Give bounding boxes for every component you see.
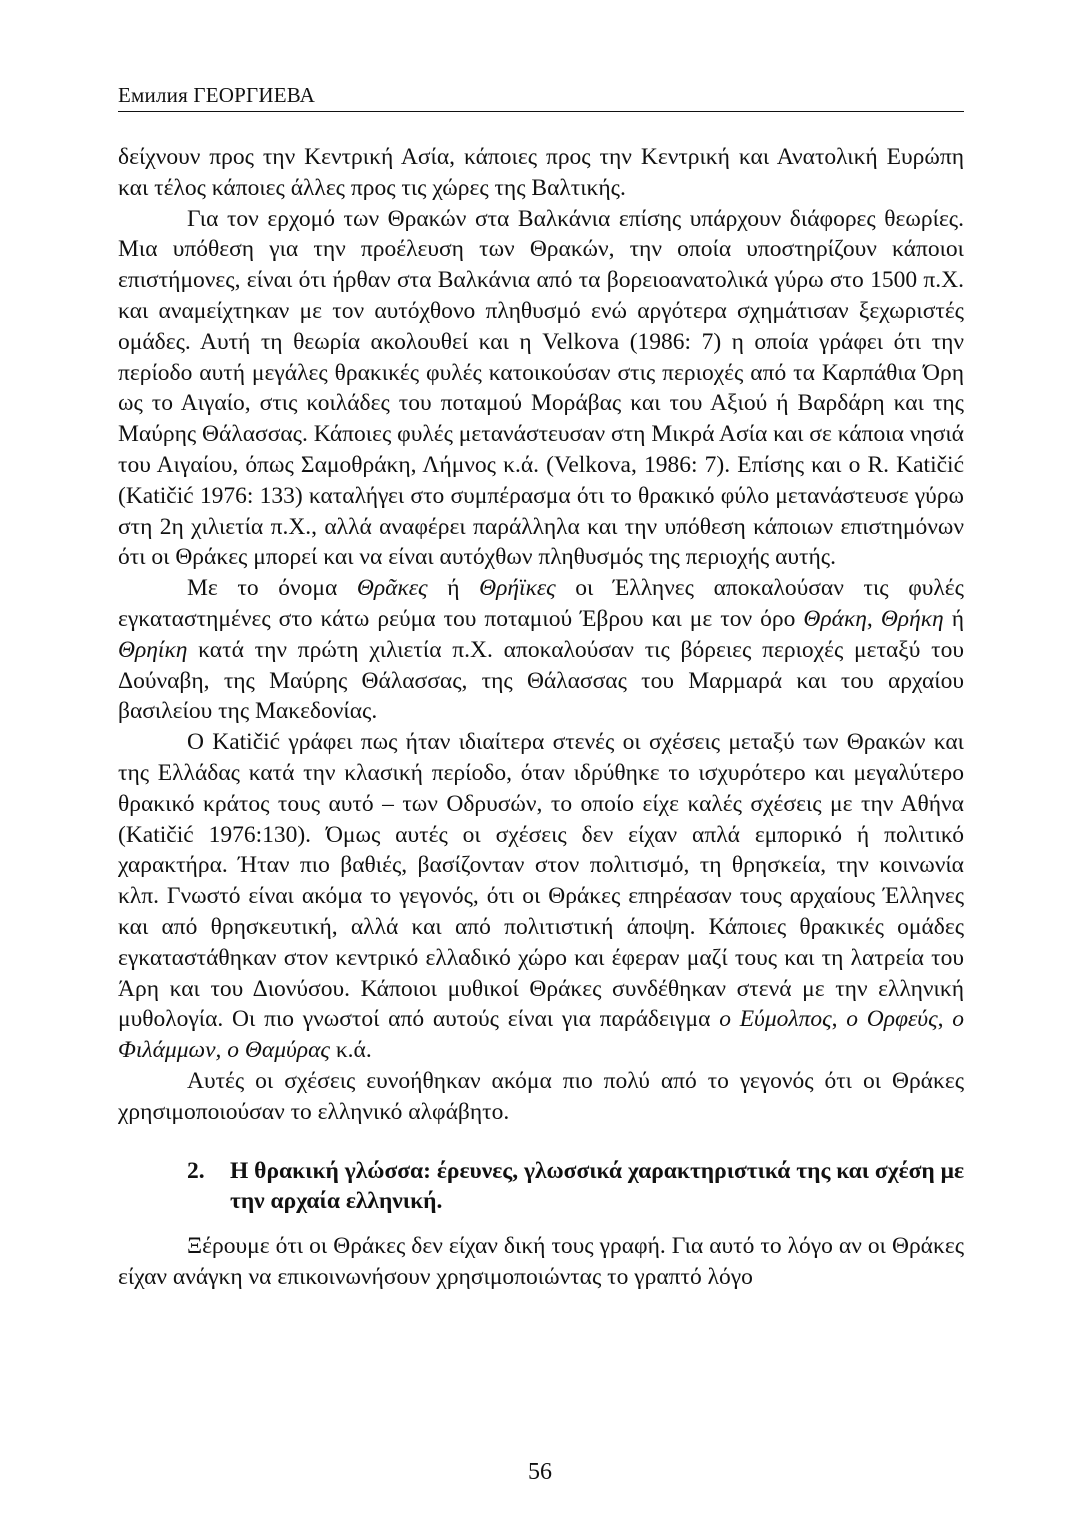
text-run: ή — [943, 605, 964, 632]
text-run: Ο Katičić γράφει πως ήταν ιδιαίτερα στενές οι σχέσεις μεταξύ των Θρακών και της Ελλάδας κατά την κλασική περίοδο, όταν ιδρύθηκε το ισχυρότερο και μεγαλύτερο θρακικό κράτος τους αυτό – των Οδρυσών, το οποίο είχε καλές σχέσεις με την Αθήνα (Katičić 1976:130). Όμως αυτές οι σχέσεις δεν είχαν απλά εμπορικό ή πολιτικό χαρακτήρα. Ήταν πιο βαθιές, βασίζονταν στον πολιτισμό, τη θρησκεία, την κοινωνία κλπ. Γνωστό είναι ακόμα το γεγονός, ότι οι Θράκες επηρέασαν τους αρχαίους Έλληνες και από θρησκευτική, αλλά και από πολιτιστική άποψη. Κάποιες θρακικές ομάδες εγκαταστάθηκαν στον κεντρικό ελλαδικό χώρο και έφεραν μαζί τους και τη λατρεία του Άρη και του Διονύσου. Κάποιοι μυθικοί Θράκες συνδέθηκαν στενά με την ελληνική μυθολογία. Οι πιο γνωστοί από αυτούς είναι για παράδειγμα — [118, 729, 964, 1033]
italic-term: Θρήϊκες — [479, 575, 556, 602]
text-run: κ.ά. — [329, 1037, 372, 1064]
text-run: Με το όνομα — [187, 575, 357, 602]
paragraph-4 — [118, 727, 964, 1066]
section-number: 2. — [187, 1157, 205, 1184]
italic-term: Θράκη — [803, 605, 867, 632]
running-head: Емилия ГЕОРГИЕВА — [118, 82, 964, 112]
italic-term: Θρηίκη — [118, 636, 188, 663]
text-run: , — [831, 1006, 847, 1033]
text-run: κατά την πρώτη χιλιετία π.Χ. αποκαλούσαν τις βόρειες περιοχές μεταξύ του Δούναβη, της Μαύρης Θάλασσας, της Θάλασσας του Μαρμαρά και του αρχαίου βασιλείου της Μακεδονίας. — [118, 636, 964, 725]
paragraph-3 — [118, 573, 964, 727]
paragraph-5: Αυτές οι σχέσεις ευνοήθηκαν ακόμα πιο πολύ από το γεγονός ότι οι Θράκες χρησιμοποιούσαν το ελληνικό αλφάβητο. — [118, 1067, 964, 1125]
italic-term: Θρᾶκες — [356, 575, 428, 602]
text-run: ή — [427, 575, 480, 602]
page-number: 56 — [528, 1459, 552, 1485]
italic-term: ο Εύμολπος — [719, 1006, 832, 1033]
text-run: οι Έλληνες αποκαλούσαν τις φυλές εγκαταστημένες στο κάτω ρεύμα του ποταμιού Έβρου και με τον όρο — [118, 575, 964, 632]
main-text — [118, 142, 964, 1293]
paragraph-2: Για τον ερχομό των Θρακών στα Βαλκάνια επίσης υπάρχουν διάφορες θεωρίες. Μια υπόθεση για την προέλευση των Θρακών, την οποία υποστηρίζουν κάποιοι επιστήμονες, είναι ότι ήρθαν στα Βαλκάνια από τα βορειοανατολικά γύρω στο 1500 π.Χ. και αναμείχτηκαν με τον αυτόχθονο πληθυσμό ενώ αργότερα σχημάτισαν ξεχωριστές ομάδες. Αυτή τη θεωρία ακολουθεί και η Velkova (1986: 7) η οποία γράφει ότι την περίοδο αυτή μεγάλες θρακικές φυλές κατοικούσαν στις περιοχές από τα Καρπάθια Όρη ως το Αιγαίο, στις κοιλάδες του ποταμού Μοράβας και του Αξιού ή Βαρδάρη και της Μαύρης Θάλασσας. Κάποιες φυλές μετανάστευσαν στη Μικρά Ασία και σε κάποια νησιά του Αιγαίου, όπως Σαμοθράκη, Λήμνος κ.ά. (Velkova, 1986: 7). Επίσης και ο R. Katičić (Katičić 1976: 133) καταλήγει στο συμπέρασμα ότι το θρακικό φύλο μετανάστευσε γύρω στη 2η χιλιετία π.Χ., αλλά αναφέρει παράλληλα και την υπόθεση κάποιων επιστημόνων ότι οι Θράκες μπορεί και να είναι αυτόχθων πληθυσμός της περιοχής αυτής. — [118, 205, 964, 571]
italic-term: ο Φιλάμμων, ο Θαμύρας — [118, 1006, 965, 1064]
paragraph-6: Ξέρουμε ότι οι Θράκες δεν είχαν δική τους γραφή. Για αυτό το λόγο αν οι Θράκες είχαν ανάγκη να επικοινωνήσουν χρησιμοποιώντας το γραπτό λόγο — [118, 1233, 964, 1290]
italic-term: Θρήκη — [880, 605, 944, 632]
section-heading — [118, 1156, 964, 1218]
text-run: , — [866, 605, 881, 632]
italic-term: ο Ορφεύς — [846, 1006, 938, 1033]
paragraph-1: δείχνουν προς την Κεντρική Ασία, κάποιες προς την Κεντρική και Ανατολική Ευρώπη και τέλος κάποιες άλλες προς τις χώρες της Βαλτικής. — [118, 144, 964, 201]
text-run: , — [937, 1006, 953, 1033]
section-title: Η θρακική γλώσσα: έρευνες, γλωσσικά χαρακτηριστικά της και σχέση με την αρχαία ελληνική. — [230, 1157, 964, 1215]
